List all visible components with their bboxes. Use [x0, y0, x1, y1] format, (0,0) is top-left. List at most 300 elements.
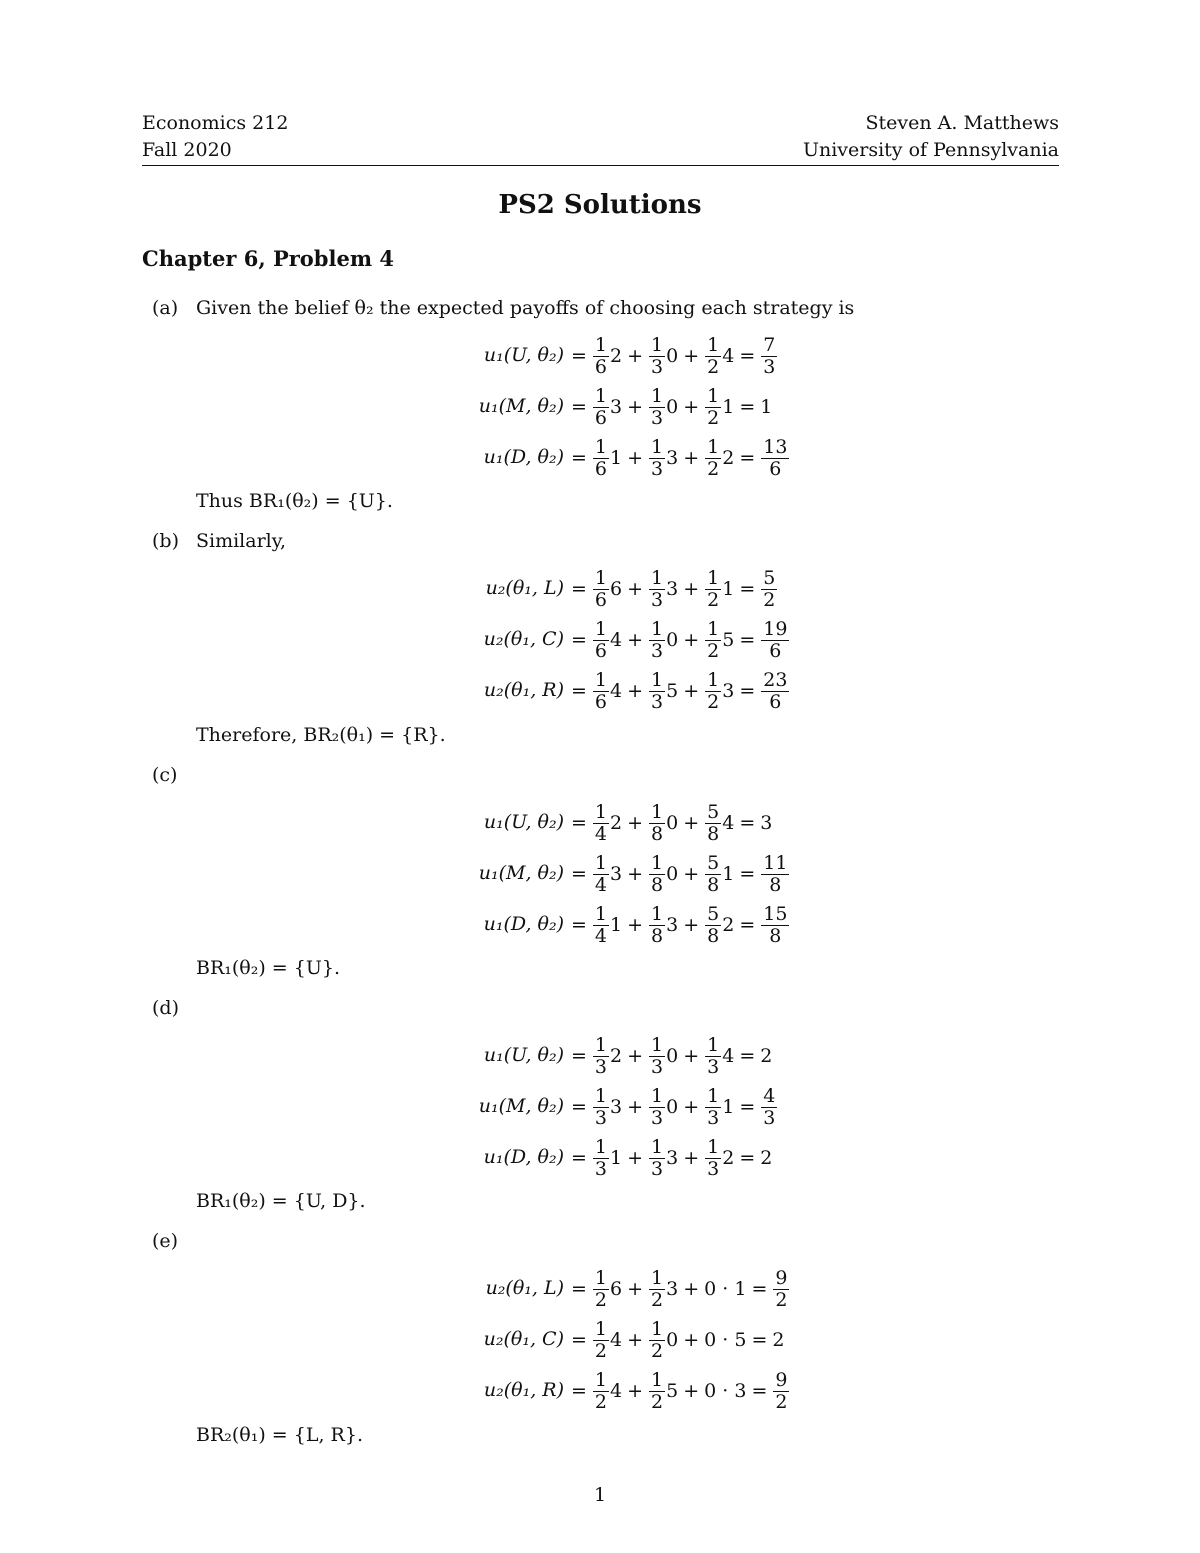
fraction-denominator: 3: [763, 1106, 776, 1129]
fraction-denominator: 3: [651, 1106, 664, 1129]
fraction-denominator: 3: [594, 1157, 608, 1180]
equation: [0, 1365, 1200, 1417]
fraction-denominator: 2: [707, 457, 720, 480]
equals-sign: =: [739, 680, 756, 702]
fraction-numerator: 1: [707, 384, 720, 407]
fraction: [649, 802, 665, 845]
fraction: [593, 1137, 609, 1180]
fraction: [649, 1268, 665, 1311]
fraction: [593, 386, 609, 429]
fraction: [705, 853, 721, 896]
fraction-denominator: 6: [594, 355, 608, 378]
equation-rhs: [566, 1263, 790, 1315]
term-value: 2: [722, 447, 735, 469]
equation-lhs: u₁(M, θ₂): [478, 862, 564, 884]
fraction-denominator: 3: [594, 1106, 608, 1129]
fraction: [705, 1137, 721, 1180]
term-value: 2: [610, 345, 623, 367]
fraction-numerator: 1: [651, 800, 664, 823]
fraction-denominator: 2: [594, 1339, 608, 1362]
fraction-numerator: 1: [651, 435, 664, 458]
equation-lhs: u₁(D, θ₂): [483, 913, 564, 935]
plus-sign: +: [627, 447, 644, 469]
fraction-denominator: 3: [651, 1055, 664, 1078]
equation-lhs: u₁(U, θ₂): [483, 344, 564, 366]
fraction-denominator: 3: [707, 1055, 720, 1078]
fraction-denominator: 2: [707, 588, 720, 611]
equation-rhs: [566, 614, 790, 666]
equals-sign: =: [739, 1096, 756, 1118]
fraction-numerator: 1: [651, 333, 664, 356]
term-value: 5: [666, 1380, 679, 1402]
equation-lhs: u₂(θ₁, R): [483, 1379, 564, 1401]
plus-sign: +: [683, 1096, 700, 1118]
fraction-numerator: 5: [707, 851, 720, 874]
fraction: [773, 1370, 789, 1413]
equation-lhs: u₂(θ₁, L): [485, 1277, 564, 1299]
equals-sign: =: [571, 396, 587, 418]
fraction-numerator: 1: [651, 1266, 664, 1289]
fraction-denominator: 6: [594, 639, 608, 662]
equation-rhs: [566, 1030, 772, 1082]
plus-sign: +: [683, 578, 700, 600]
fraction-numerator: 1: [707, 435, 720, 458]
equation-lhs: u₁(M, θ₂): [478, 1095, 564, 1117]
fraction-numerator: 9: [775, 1266, 788, 1289]
fraction-numerator: 1: [707, 1084, 720, 1107]
equation-rhs: [566, 1081, 778, 1133]
fraction-numerator: 5: [763, 566, 776, 589]
fraction: [593, 1268, 609, 1311]
equals-sign: =: [571, 1096, 587, 1118]
equation: [0, 330, 1200, 382]
chapter-heading: Chapter 6, Problem 4: [142, 246, 394, 271]
course-name: Economics 212: [142, 112, 289, 134]
equation-result: 3: [760, 812, 773, 834]
fraction: [649, 619, 665, 662]
term-value: 3: [610, 396, 623, 418]
fraction: [593, 619, 609, 662]
term-value: 0 · 5: [704, 1329, 747, 1351]
fraction: [705, 670, 721, 713]
equals-sign: =: [739, 345, 756, 367]
term-value: 2: [722, 1147, 735, 1169]
fraction-denominator: 3: [651, 406, 664, 429]
term-value: 1: [610, 914, 623, 936]
university-name: University of Pennsylvania: [802, 139, 1059, 161]
equation: [0, 563, 1200, 615]
equation-rhs: [566, 432, 790, 484]
plus-sign: +: [627, 629, 644, 651]
fraction-numerator: 1: [594, 1317, 608, 1340]
fraction-denominator: 3: [763, 355, 776, 378]
equation-lhs: u₂(θ₁, C): [483, 628, 564, 650]
term-value: 2: [722, 914, 735, 936]
fraction-numerator: 5: [707, 902, 720, 925]
fraction-denominator: 2: [775, 1390, 788, 1413]
part-a-label: (a): [152, 297, 179, 319]
fraction: [649, 335, 665, 378]
equation-result: 1: [760, 396, 773, 418]
fraction: [705, 619, 721, 662]
fraction-numerator: 1: [651, 384, 664, 407]
fraction: [593, 853, 609, 896]
fraction: [705, 904, 721, 947]
fraction-numerator: 1: [651, 566, 664, 589]
fraction: [649, 1319, 665, 1362]
equals-sign: =: [571, 914, 587, 936]
header-right: [803, 110, 1059, 164]
fraction: [649, 437, 665, 480]
fraction-denominator: 8: [769, 924, 782, 947]
fraction-numerator: 1: [594, 902, 608, 925]
fraction-denominator: 2: [651, 1288, 664, 1311]
fraction: [649, 670, 665, 713]
fraction-denominator: 3: [651, 690, 664, 713]
fraction-denominator: 8: [769, 873, 782, 896]
fraction-numerator: 1: [651, 1135, 664, 1158]
term-value: 3: [610, 863, 623, 885]
term-value: 1: [722, 863, 735, 885]
equation-lhs: u₂(θ₁, L): [485, 577, 564, 599]
term-value: 1: [722, 578, 735, 600]
fraction-numerator: 1: [707, 617, 720, 640]
fraction: [761, 904, 789, 947]
equals-sign: =: [739, 396, 756, 418]
equation-lhs: u₁(D, θ₂): [483, 1146, 564, 1168]
plus-sign: +: [683, 447, 700, 469]
part-a-intro: Given the belief θ₂ the expected payoffs of choosing each strategy is: [196, 297, 855, 319]
fraction: [593, 437, 609, 480]
part-d-label: (d): [152, 997, 179, 1019]
term-value: 0: [666, 1045, 679, 1067]
plus-sign: +: [627, 863, 644, 885]
equation-rhs: [566, 665, 790, 717]
fraction: [705, 1035, 721, 1078]
fraction-denominator: 2: [594, 1390, 608, 1413]
fraction-numerator: 1: [594, 333, 608, 356]
equals-sign: =: [739, 629, 756, 651]
equation: [0, 797, 1200, 849]
equals-sign: =: [571, 447, 587, 469]
fraction-numerator: 1: [594, 1266, 608, 1289]
fraction-numerator: 15: [763, 902, 788, 925]
equation: [0, 1030, 1200, 1082]
equation-rhs: [566, 848, 790, 900]
fraction-denominator: 6: [594, 406, 608, 429]
fraction: [649, 853, 665, 896]
equals-sign: =: [571, 1329, 587, 1351]
plus-sign: +: [627, 1329, 644, 1351]
term-value: 3: [666, 1147, 679, 1169]
plus-sign: +: [683, 812, 700, 834]
fraction-numerator: 1: [707, 668, 720, 691]
fraction: [761, 670, 789, 713]
term-value: 0: [666, 1329, 679, 1351]
equation-lhs: u₂(θ₁, C): [483, 1328, 564, 1350]
author-name: Steven A. Matthews: [865, 112, 1059, 134]
plus-sign: +: [627, 680, 644, 702]
equals-sign: =: [739, 812, 756, 834]
term-value: 0: [666, 812, 679, 834]
fraction-denominator: 4: [594, 924, 608, 947]
equation-rhs: [566, 1132, 772, 1184]
fraction-numerator: 23: [763, 668, 788, 691]
plus-sign: +: [627, 812, 644, 834]
equation-lhs: u₁(U, θ₂): [483, 811, 564, 833]
fraction: [593, 904, 609, 947]
equation-lhs: u₁(M, θ₂): [478, 395, 564, 417]
fraction: [593, 670, 609, 713]
fraction: [761, 568, 777, 611]
term-value: 4: [610, 1329, 623, 1351]
fraction: [649, 568, 665, 611]
fraction-numerator: 1: [594, 1135, 608, 1158]
fraction-numerator: 1: [594, 800, 608, 823]
term-value: 0: [666, 863, 679, 885]
term-value: 0: [666, 1096, 679, 1118]
fraction-numerator: 1: [651, 1368, 664, 1391]
fraction: [705, 437, 721, 480]
equals-sign: =: [571, 1045, 587, 1067]
fraction-denominator: 2: [707, 406, 720, 429]
fraction-numerator: 1: [594, 617, 608, 640]
term-value: 3: [666, 1278, 679, 1300]
equation: [0, 848, 1200, 900]
equals-sign: =: [751, 1329, 768, 1351]
equation-rhs: [566, 381, 772, 433]
equation: [0, 381, 1200, 433]
fraction-denominator: 3: [707, 1157, 720, 1180]
term-value: 4: [610, 680, 623, 702]
fraction-numerator: 1: [594, 566, 608, 589]
equation: [0, 1314, 1200, 1366]
term-value: 5: [666, 680, 679, 702]
term-value: 2: [610, 1045, 623, 1067]
fraction: [761, 335, 777, 378]
plus-sign: +: [683, 396, 700, 418]
fraction: [593, 335, 609, 378]
term-value: 4: [722, 812, 735, 834]
term-value: 4: [610, 1380, 623, 1402]
fraction-numerator: 1: [594, 851, 608, 874]
fraction-denominator: 2: [651, 1390, 664, 1413]
fraction-numerator: 1: [594, 668, 608, 691]
equals-sign: =: [571, 863, 587, 885]
equation: [0, 1081, 1200, 1133]
fraction-denominator: 3: [651, 588, 664, 611]
equals-sign: =: [571, 1380, 587, 1402]
term-value: 6: [610, 578, 623, 600]
fraction-numerator: 1: [707, 333, 720, 356]
plus-sign: +: [683, 914, 700, 936]
fraction-denominator: 2: [707, 690, 720, 713]
fraction: [649, 1370, 665, 1413]
fraction-denominator: 3: [594, 1055, 608, 1078]
part-e-label: (e): [152, 1230, 179, 1252]
fraction: [593, 1319, 609, 1362]
fraction: [761, 437, 789, 480]
equation-result: 2: [760, 1147, 773, 1169]
equals-sign: =: [751, 1380, 768, 1402]
fraction-numerator: 1: [707, 566, 720, 589]
fraction: [705, 335, 721, 378]
fraction: [593, 1035, 609, 1078]
fraction-numerator: 1: [594, 1368, 608, 1391]
fraction: [649, 1086, 665, 1129]
plus-sign: +: [683, 1278, 700, 1300]
fraction-denominator: 4: [594, 873, 608, 896]
term-value: 0: [666, 396, 679, 418]
term-value: 0: [666, 345, 679, 367]
fraction-denominator: 6: [769, 457, 782, 480]
equals-sign: =: [739, 863, 756, 885]
plus-sign: +: [683, 1380, 700, 1402]
fraction-denominator: 3: [651, 639, 664, 662]
equals-sign: =: [571, 680, 587, 702]
plus-sign: +: [683, 863, 700, 885]
term: Fall 2020: [142, 139, 232, 161]
plus-sign: +: [683, 629, 700, 651]
equals-sign: =: [571, 812, 587, 834]
term-value: 1: [610, 447, 623, 469]
fraction-numerator: 1: [651, 851, 664, 874]
term-value: 3: [666, 447, 679, 469]
equation-rhs: [566, 563, 778, 615]
term-value: 4: [610, 629, 623, 651]
plus-sign: +: [627, 1045, 644, 1067]
fraction: [705, 1086, 721, 1129]
equals-sign: =: [751, 1278, 768, 1300]
fraction-numerator: 1: [651, 668, 664, 691]
fraction-denominator: 3: [651, 355, 664, 378]
equation-result: 2: [772, 1329, 785, 1351]
equation: [0, 899, 1200, 951]
equation-rhs: [566, 1365, 790, 1417]
equation-rhs: [566, 899, 790, 951]
fraction-numerator: 1: [651, 1033, 664, 1056]
fraction-numerator: 5: [707, 800, 720, 823]
term-value: 6: [610, 1278, 623, 1300]
fraction-denominator: 8: [707, 873, 720, 896]
fraction-denominator: 2: [775, 1288, 788, 1311]
fraction-denominator: 6: [594, 690, 608, 713]
plus-sign: +: [683, 345, 700, 367]
term-value: 1: [610, 1147, 623, 1169]
fraction: [649, 386, 665, 429]
plus-sign: +: [627, 1278, 644, 1300]
plus-sign: +: [627, 1147, 644, 1169]
fraction-denominator: 6: [594, 457, 608, 480]
term-value: 2: [610, 812, 623, 834]
fraction-denominator: 3: [651, 1157, 664, 1180]
part-b-intro: Similarly,: [196, 530, 286, 552]
equals-sign: =: [739, 578, 756, 600]
equation-rhs: [566, 797, 772, 849]
plus-sign: +: [627, 345, 644, 367]
plus-sign: +: [683, 680, 700, 702]
fraction: [705, 802, 721, 845]
fraction: [705, 386, 721, 429]
plus-sign: +: [627, 1380, 644, 1402]
term-value: 4: [722, 1045, 735, 1067]
term-value: 1: [722, 1096, 735, 1118]
fraction-numerator: 9: [775, 1368, 788, 1391]
fraction-numerator: 1: [651, 617, 664, 640]
plus-sign: +: [627, 396, 644, 418]
equation: [0, 614, 1200, 666]
term-value: 4: [722, 345, 735, 367]
fraction-denominator: 8: [651, 924, 664, 947]
equals-sign: =: [739, 1147, 756, 1169]
fraction-denominator: 8: [707, 924, 720, 947]
equals-sign: =: [571, 629, 587, 651]
equation-lhs: u₁(U, θ₂): [483, 1044, 564, 1066]
plus-sign: +: [683, 1329, 700, 1351]
equation-rhs: [566, 330, 778, 382]
equation: [0, 665, 1200, 717]
equation: [0, 1132, 1200, 1184]
fraction: [593, 1370, 609, 1413]
term-value: 5: [722, 629, 735, 651]
equation-lhs: u₁(D, θ₂): [483, 446, 564, 468]
header-left: [142, 110, 288, 164]
part-c-label: (c): [152, 764, 178, 786]
equation: [0, 1263, 1200, 1315]
fraction: [761, 853, 789, 896]
equation-rhs: [566, 1314, 784, 1366]
fraction: [593, 568, 609, 611]
fraction-denominator: 2: [763, 588, 776, 611]
fraction: [649, 904, 665, 947]
term-value: 0: [666, 629, 679, 651]
fraction-denominator: 2: [707, 639, 720, 662]
equals-sign: =: [739, 1045, 756, 1067]
fraction: [761, 619, 789, 662]
part-b-label: (b): [152, 530, 179, 552]
fraction: [773, 1268, 789, 1311]
fraction: [593, 802, 609, 845]
fraction-numerator: 1: [651, 1317, 664, 1340]
fraction: [649, 1137, 665, 1180]
fraction-numerator: 19: [763, 617, 788, 640]
header-rule: [142, 165, 1059, 166]
fraction-numerator: 1: [594, 435, 608, 458]
term-value: 3: [722, 680, 735, 702]
term-value: 3: [610, 1096, 623, 1118]
part-e-conclusion: BR₂(θ₁) = {L, R}.: [196, 1424, 363, 1446]
fraction-denominator: 6: [769, 690, 782, 713]
fraction-numerator: 11: [763, 851, 788, 874]
fraction-denominator: 3: [651, 457, 664, 480]
fraction-numerator: 1: [707, 1135, 720, 1158]
fraction-numerator: 7: [763, 333, 776, 356]
fraction-numerator: 1: [651, 902, 664, 925]
term-value: 3: [666, 578, 679, 600]
page-title: PS2 Solutions: [498, 190, 702, 220]
equals-sign: =: [739, 914, 756, 936]
equals-sign: =: [571, 1278, 587, 1300]
part-d-conclusion: BR₁(θ₂) = {U, D}.: [196, 1190, 366, 1212]
fraction-numerator: 4: [763, 1084, 776, 1107]
fraction: [705, 568, 721, 611]
term-value: 0 · 1: [704, 1278, 747, 1300]
fraction-denominator: 6: [594, 588, 608, 611]
fraction: [761, 1086, 777, 1129]
plus-sign: +: [627, 578, 644, 600]
plus-sign: +: [627, 1096, 644, 1118]
part-a-conclusion: Thus BR₁(θ₂) = {U}.: [196, 490, 393, 512]
